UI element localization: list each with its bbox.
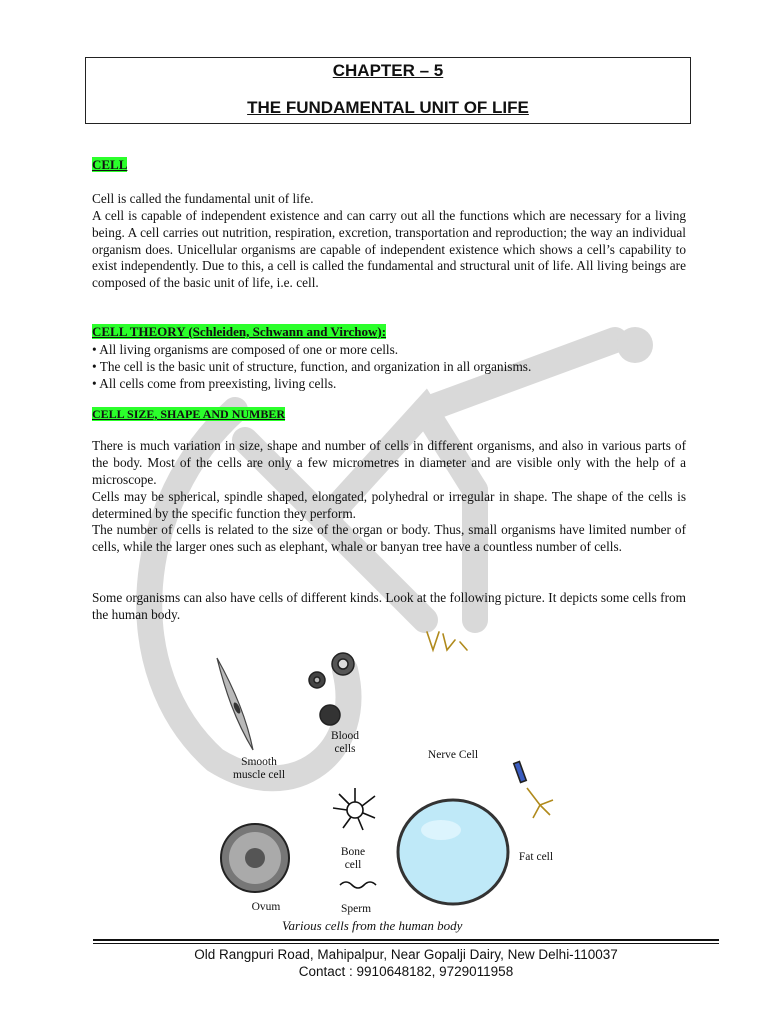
footer-address: Old Rangpuri Road, Mahipalpur, Near Gopalji Dairy, New Delhi-110037 — [194, 947, 618, 962]
chapter-number: CHAPTER – 5 — [332, 61, 444, 80]
blood-cells-label: Blood cells — [330, 730, 360, 755]
cell-size-heading: CELL SIZE, SHAPE AND NUMBER — [92, 407, 286, 421]
figure-caption: Various cells from the human body — [282, 918, 463, 933]
cell-theory-heading: CELL THEORY (Schleiden, Schwann and Virchow): — [92, 324, 387, 339]
section-cell-heading — [92, 157, 686, 173]
cell-heading: CELL — [92, 157, 128, 172]
fat-cell-shape — [398, 800, 508, 904]
size-paragraph-3: The number of cells is related to the size of the organ or body. Thus, small organisms have limited number of cells, while the larger ones such as elephant, whale or banyan tree have a countless number of cells. — [92, 522, 686, 554]
cell-theory-list — [92, 341, 686, 392]
section-size-heading — [92, 407, 686, 422]
nerve-cell-shape — [427, 632, 467, 650]
cell-paragraph: A cell is capable of independent existence and can carry out all the functions which are necessary for a living being. A cell carries out nutrition, respiration, excretion, transportation and reproduction; the way an individual organism does. Unicellular organisms are capable of independent existence which shows a cell’s capability to exist independently. Due to this, a cell is called the fundamental and structural unit of life. All living beings are composed of the basic unit of life, i.e. cell. — [92, 208, 686, 291]
figure-intro-paragraph: Some organisms can also have cells of different kinds. Look at the following picture. It depicts some cells from the human body. — [92, 590, 686, 622]
list-item: • All living organisms are composed of one or more cells. — [92, 342, 399, 357]
size-paragraph-1: There is much variation in size, shape and number of cells in different organisms, and also in various parts of the body. Most of the cells are only a few micrometres in diameter and are visible only with the help of a microscope. — [92, 438, 686, 487]
list-item: • All cells come from preexisting, living cells. — [92, 376, 337, 391]
footer-divider-thin — [93, 943, 719, 944]
sperm-label: Sperm — [340, 903, 372, 915]
chapter-title: THE FUNDAMENTAL UNIT OF LIFE — [247, 98, 529, 117]
smooth-muscle-label: Smooth muscle cell — [232, 756, 286, 781]
chapter-header-box — [85, 57, 691, 124]
list-item: • The cell is the basic unit of structure, function, and organization in all organisms. — [92, 359, 532, 374]
bone-cell-shape — [333, 788, 375, 830]
size-paragraph-2: Cells may be spherical, spindle shaped, elongated, polyhedral or irregular in shape. The shape of the cells is determined by the specific function they perform. — [92, 489, 686, 521]
footer-contact: Contact : 9910648182, 9729011958 — [298, 964, 514, 979]
sperm-shape — [340, 882, 376, 888]
cell-intro: Cell is called the fundamental unit of life. — [92, 191, 314, 206]
fat-cell-label: Fat cell — [518, 851, 554, 863]
ovum-shape — [221, 824, 289, 892]
ovum-label: Ovum — [251, 901, 281, 913]
neuron-shape — [514, 762, 553, 818]
nerve-cell-label: Nerve Cell — [427, 749, 479, 761]
bone-cell-label: Bone cell — [340, 846, 366, 871]
section-theory-heading — [92, 324, 686, 340]
human-cells-figure — [205, 620, 585, 940]
blood-cells-shape — [309, 653, 354, 725]
